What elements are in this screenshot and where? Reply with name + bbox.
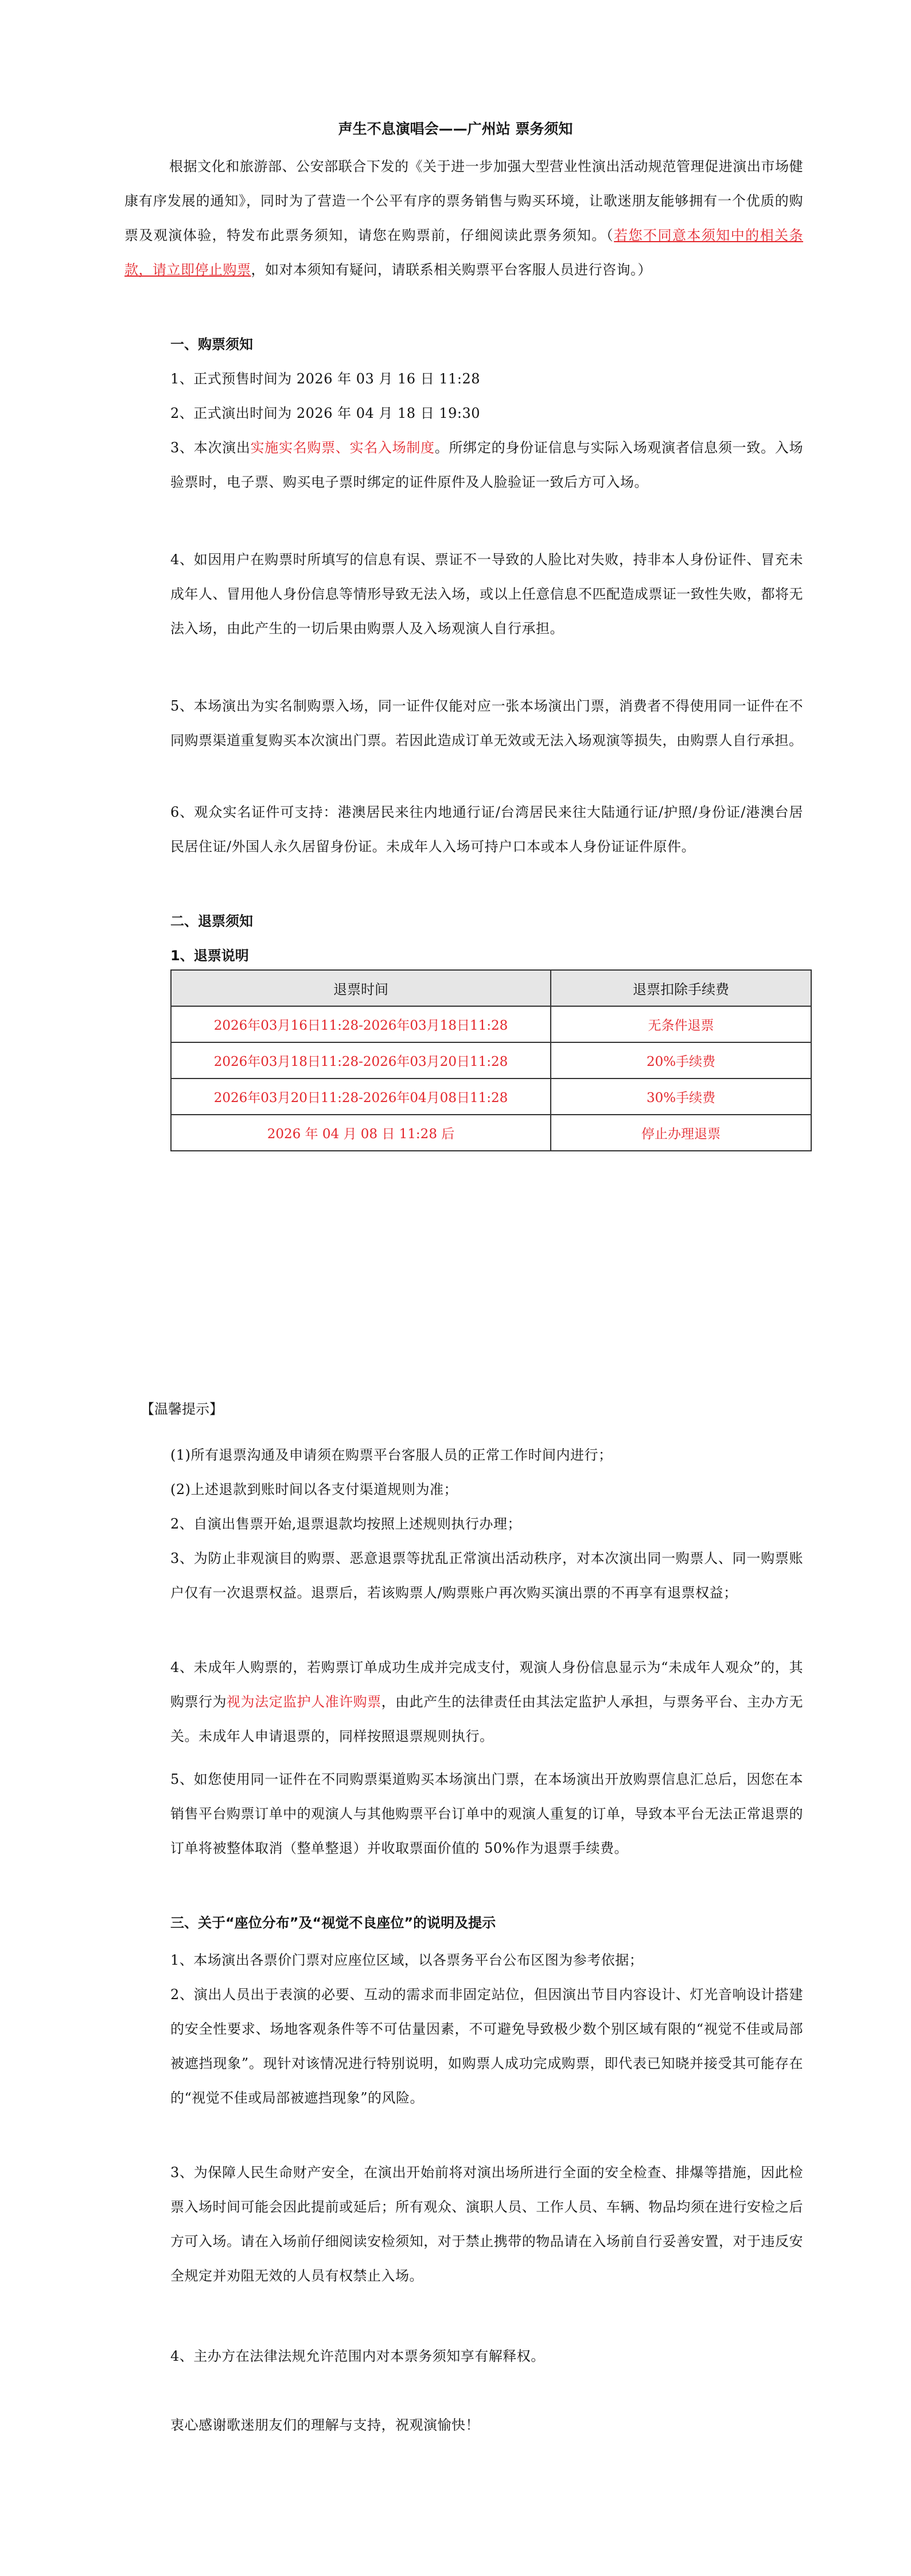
- purchase-item-4: 4、如因用户在购票时所填写的信息有误、票证不一导致的人脸比对失败，持非本人身份证件、冒充未成年人、冒用他人身份信息等情形导致无法入场，或以上任意信息不匹配造成票证一致性失败，都将无法入场，由此产生的一切后果由购票人及入场观演人自行承担。: [170, 552, 803, 637]
- purchase-item-3-tail: 。所绑定的身份证信息与实际入场观演者信息须一致。入场验票时，电子票、购买电子票时绑定的证件原件及人脸验证一致后方可入场。: [170, 440, 804, 490]
- purchase-item-6: 6、观众实名证件可支持：港澳居民来往内地通行证/台湾居民来往大陆通行证/护照/身份证/港澳台居民居住证/外国人永久居留身份证。未成年人入场可持户口本或本人身份证证件原件。: [170, 804, 803, 855]
- purchase-item-3: [170, 430, 803, 499]
- guardian-consent-highlight: 视为法定监护人准许购票: [227, 1694, 381, 1710]
- seating-item-4: 4、主办方在法律法规允许范围内对本票务须知享有解释权。: [170, 2348, 545, 2364]
- tips-item-5-tail: ，由此产生的法律责任由其法定监护人承担，与票务平台、主办方无关。未成年人申请退票的，同样按照退票规则执行。: [170, 1694, 803, 1744]
- table-row: [171, 1115, 811, 1151]
- purchase-item-5: 5、本场演出为实名制购票入场，同一证件仅能对应一张本场演出门票，消费者不得使用同一证件在不同购票渠道重复购买本次演出门票。若因此造成订单无效或无法入场观演等损失，由购票人自行承担。: [170, 698, 803, 748]
- tips-item-4: 3、为防止非观演目的购票、恶意退票等扰乱正常演出活动秩序，对本次演出同一购票人、同一购票账户仅有一次退票权益。退票后，若该购票人/购票账户再次购买演出票的不再享有退票权益；: [170, 1550, 803, 1601]
- section-heading-refund: 二、退票须知: [170, 913, 253, 929]
- header-refund-fee: 退票扣除手续费: [551, 970, 811, 1006]
- refund-period: 2026年03月16日11:28-2026年03月18日11:28: [171, 1006, 551, 1042]
- purchase-item-2: 2、正式演出时间为 2026 年 04 月 18 日 19:30: [170, 405, 480, 421]
- refund-fee: 停止办理退票: [551, 1115, 811, 1151]
- refund-period: 2026 年 04 月 08 日 11:28 后: [171, 1115, 551, 1151]
- refund-fee: 20%手续费: [551, 1042, 811, 1078]
- tips-item-5: [170, 1650, 803, 1753]
- tips-item-2: (2)上述退款到账时间以各支付渠道规则为准；: [170, 1481, 458, 1498]
- purchase-item-1: 1、正式预售时间为 2026 年 03 月 16 日 11:28: [170, 371, 480, 387]
- refund-period: 2026年03月20日11:28-2026年04月08日11:28: [171, 1078, 551, 1115]
- tips-item-3: 2、自演出售票开始,退票退款均按照上述规则执行办理；: [170, 1516, 521, 1532]
- seating-item-3: 3、为保障人民生命财产安全，在演出开始前将对演出场所进行全面的安全检查、排爆等措施，因此检票入场时间可能会因此提前或延后；所有观众、演职人员、工作人员、车辆、物品均须在进行安检之后方可入场。请在入场前仔细阅读安检须知，对于禁止携带的物品请在入场前自行妥善安置，对于违反安全规定并劝阻无效的人员有权禁止入场。: [170, 2164, 803, 2284]
- seating-item-2: 2、演出人员出于表演的必要、互动的需求而非固定站位，但因演出节目内容设计、灯光音响设计搭建的安全性要求、场地客观条件等不可估量因素，不可避免导致极少数个别区域有限的“视觉不佳或局部被遮挡现象”。现针对该情况进行特别说明，如购票人成功完成购票，即代表已知晓并接受其可能存在的“视觉不佳或局部被遮挡现象”的风险。: [170, 1987, 803, 2106]
- table-row: [171, 1078, 811, 1115]
- section-heading-seating: 三、关于“座位分布”及“视觉不良座位”的说明及提示: [170, 1915, 496, 1931]
- intro-text-tail: ，如对本须知有疑问，请联系相关购票平台客服人员进行咨询。）: [251, 262, 652, 278]
- table-row: [171, 1006, 811, 1042]
- refund-subheading: 1、退票说明: [170, 948, 249, 964]
- refund-table-header: [171, 970, 811, 1006]
- intro-paragraph: [124, 149, 803, 287]
- closing-message: 衷心感谢歌迷朋友们的理解与支持，祝观演愉快！: [170, 2417, 480, 2433]
- refund-fee: 无条件退票: [551, 1006, 811, 1042]
- tips-heading: 【温馨提示】: [141, 1401, 223, 1417]
- intro-text: 根据文化和旅游部、公安部联合下发的《关于进一步加强大型营业性演出活动规范管理促进演出市场健康有序发展的通知》，同时为了营造一个公平有序的票务销售与购买环境，让歌迷朋友能够拥有一个优质的购票及观演体验，特发布此票务须知，请您在购票前，仔细阅读此票务须知。（: [124, 158, 803, 243]
- document-title: 声生不息演唱会——广州站 票务须知: [338, 121, 573, 137]
- intro-warning: 若您不同意本须知中的相关条款，请立即停止购票: [124, 227, 804, 278]
- refund-table: [170, 969, 812, 1151]
- section-heading-purchase: 一、购票须知: [170, 336, 253, 352]
- header-refund-time: 退票时间: [171, 970, 551, 1006]
- real-name-policy-highlight: 实施实名购票、实名入场制度: [250, 440, 435, 456]
- refund-period: 2026年03月18日11:28-2026年03月20日11:28: [171, 1042, 551, 1078]
- seating-item-1: 1、本场演出各票价门票对应座位区域，以各票务平台公布区图为参考依据；: [170, 1952, 644, 1968]
- tips-item-1: (1)所有退票沟通及申请须在购票平台客服人员的正常工作时间内进行；: [170, 1447, 613, 1463]
- purchase-item-3-text: 3、本次演出: [170, 440, 251, 456]
- tips-item-6: 5、如您使用同一证件在不同购票渠道购买本场演出门票，在本场演出开放购票信息汇总后，因您在本销售平台购票订单中的观演人与其他购票平台订单中的观演人重复的订单，导致本平台无法正常退票的订单将被整体取消（整单整退）并收取票面价值的 50%作为退票手续费。: [170, 1771, 803, 1856]
- tips-item-5-text: 4、未成年人购票的，若购票订单成功生成并完成支付，观演人身份信息显示为“未成年人观众”的，其购票行为: [170, 1659, 803, 1710]
- refund-fee: 30%手续费: [551, 1078, 811, 1115]
- table-row: [171, 1042, 811, 1078]
